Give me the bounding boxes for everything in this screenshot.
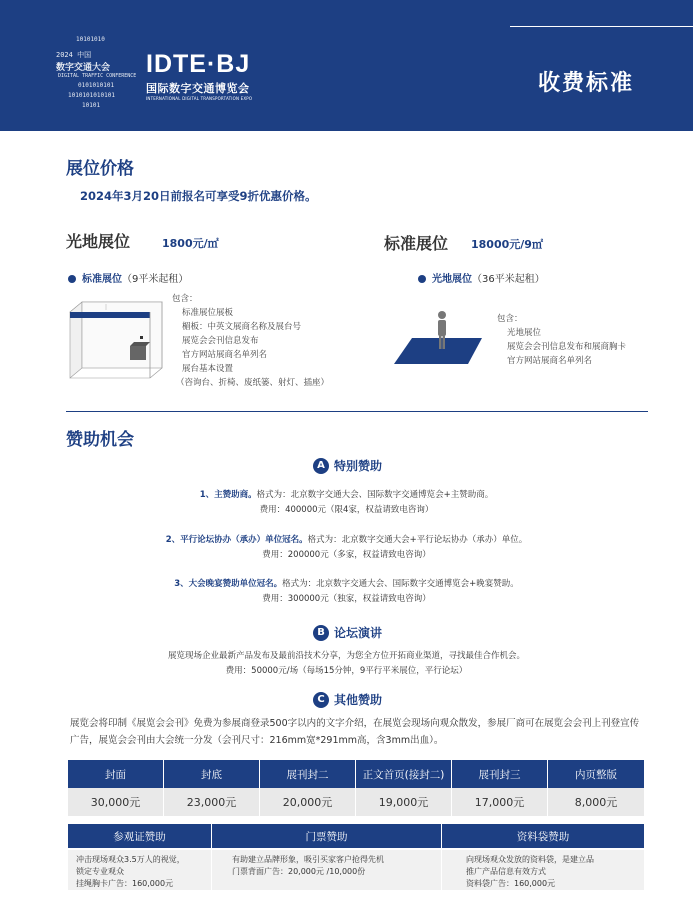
include-line: 光地展位 (507, 328, 542, 338)
include-line: （咨询台、折椅、废纸篓、射灯、插座） (176, 378, 330, 388)
booth-left-type: 标准展位（9平米起租） (68, 270, 188, 285)
table-cell: 向现场观众发放的资料袋，是建立品 推广产品信息有效方式 资料袋广告：160,000元 (442, 850, 644, 890)
logo-title: IDTE·BJ (146, 50, 251, 78)
table-header-cell: 参观证赞助 (68, 824, 212, 848)
include-line: 展览会会刊信息发布 (182, 336, 259, 346)
ad-price-table-row (68, 788, 644, 816)
table-header-cell: 封面 (68, 760, 164, 788)
logo-subtitle-cn: 国际数字交通博览会 (146, 82, 250, 95)
table-header-cell: 展刊封三 (452, 760, 548, 788)
globe-text: 2024 中国 (56, 51, 92, 59)
sponsor-a-item3-fee: 费用：300000元（独家，权益请致电咨询） (262, 594, 431, 604)
table-cell: 8,000元 (548, 788, 644, 816)
ad-price-table-header (68, 760, 644, 788)
sponsor-a-item2: 2、平行论坛协办（承办）单位冠名。格式为：北京数字交通大会+平行论坛协办（承办）单位。 (165, 535, 528, 545)
sponsor-a-item3: 3、大会晚宴赞助单位冠名。格式为：北京数字交通大会、国际数字交通博览会+晚宴赞助。 (174, 579, 519, 589)
booth-right-type: 光地展位（36平米起租） (418, 270, 545, 285)
include-line: 包含： (172, 294, 198, 304)
sponsor-a-item2-fee: 费用：200000元（多家，权益请致电咨询） (262, 550, 431, 560)
globe-text: 10101 (82, 102, 101, 109)
booth-right-price: 18000元/9㎡ (471, 238, 543, 251)
bullet-dot-icon (68, 275, 76, 283)
sponsor-table-row (68, 850, 644, 890)
sponsor-b-desc: 展览现场企业最新产品发布及最前沿技术分享，为您全方位开拓商业渠道，寻找最佳合作机会。 (167, 651, 525, 661)
booth-left-price: 1800元/㎡ (162, 237, 219, 250)
booth-left-name: 光地展位 (66, 232, 131, 251)
globe-text: 1010101010101 (68, 92, 115, 99)
table-cell: 17,000元 (452, 788, 548, 816)
page-title: 收费标准 (538, 71, 635, 96)
section-divider (66, 411, 648, 412)
booth-right-name: 标准展位 (384, 234, 449, 253)
badge-a-icon: A (313, 458, 329, 474)
globe-logo (48, 30, 140, 116)
table-cell: 有助建立品牌形象，吸引买家客户抢得先机 门票背面广告：20,000元 /10,000份 (212, 850, 442, 890)
table-cell: 19,000元 (356, 788, 452, 816)
badge-b-icon: B (313, 625, 329, 641)
sponsor-b-fee: 费用：50000元/场（每场15分钟，9平行平米展位，平行论坛） (225, 666, 468, 676)
table-cell: 20,000元 (260, 788, 356, 816)
include-line: 包含： (497, 314, 523, 324)
table-header-cell: 展刊封二 (260, 760, 356, 788)
raw-space-illustration (390, 306, 490, 368)
include-line: 展台基本设置 (182, 364, 234, 374)
globe-text: 数字交通大会 (56, 63, 111, 73)
sponsor-a-heading: A 特别赞助 (313, 457, 382, 474)
logo-subtitle-en: INTERNATIONAL DIGITAL TRANSPORTATION EXPO (146, 96, 253, 101)
promo-text: 2024年3月20日前报名可享受9折优惠价格。 (80, 189, 317, 203)
include-line: 楣板：中英文展商名称及展台号 (182, 322, 302, 332)
booth-left-includes (172, 292, 329, 390)
sponsor-c-paragraph: 展览会将印制《展览会会刊》免费为参展商登录500字以内的文字介绍，在展览会现场向观众散发，参展厂商可在展览会会刊上刊登宣传广告，展览会会刊由大会统一分发（会刊尺寸：216mm宽*291mm高，含3mm出血）。 (70, 718, 640, 746)
globe-text: 0101010101 (78, 82, 115, 89)
table-header-cell: 内页整版 (548, 760, 644, 788)
sponsor-b-heading: B 论坛演讲 (313, 624, 382, 641)
sponsor-c-heading: C 其他赞助 (313, 691, 382, 708)
table-cell: 冲击现场观众3.5万人的视觉， 锁定专业观众 挂绳胸卡广告：160,000元 (68, 850, 212, 890)
globe-text: 10101010 (76, 36, 105, 43)
table-header-cell: 正文首页(接封二) (356, 760, 452, 788)
sponsor-a-item1: 1、主赞助商。格式为：北京数字交通大会、国际数字交通博览会+主赞助商。 (199, 490, 494, 500)
table-header-cell: 门票赞助 (212, 824, 442, 848)
sponsor-section-heading: 赞助机会 (66, 430, 134, 450)
bullet-dot-icon (418, 275, 426, 283)
globe-text: DIGITAL TRAFFIC CONFERENCE (58, 73, 137, 79)
booth-right-includes (497, 312, 626, 368)
include-line: 标准展位展板 (182, 308, 234, 318)
table-header-cell: 资料袋赞助 (442, 824, 644, 848)
booth-section-heading: 展位价格 (66, 159, 134, 179)
sponsor-table-header (68, 824, 644, 848)
header-banner (0, 0, 693, 131)
table-header-cell: 封底 (164, 760, 260, 788)
header-divider (510, 26, 693, 27)
sponsor-a-item1-fee: 费用：400000元（限4家，权益请致电咨询） (259, 505, 434, 515)
include-line: 展览会会刊信息发布和展商胸卡 (507, 342, 627, 352)
badge-c-icon: C (313, 692, 329, 708)
include-line: 官方网站展商名单列名 (507, 356, 593, 366)
standard-booth-illustration (66, 298, 166, 382)
table-cell: 30,000元 (68, 788, 164, 816)
table-cell: 23,000元 (164, 788, 260, 816)
include-line: 官方网站展商名单列名 (182, 350, 268, 360)
